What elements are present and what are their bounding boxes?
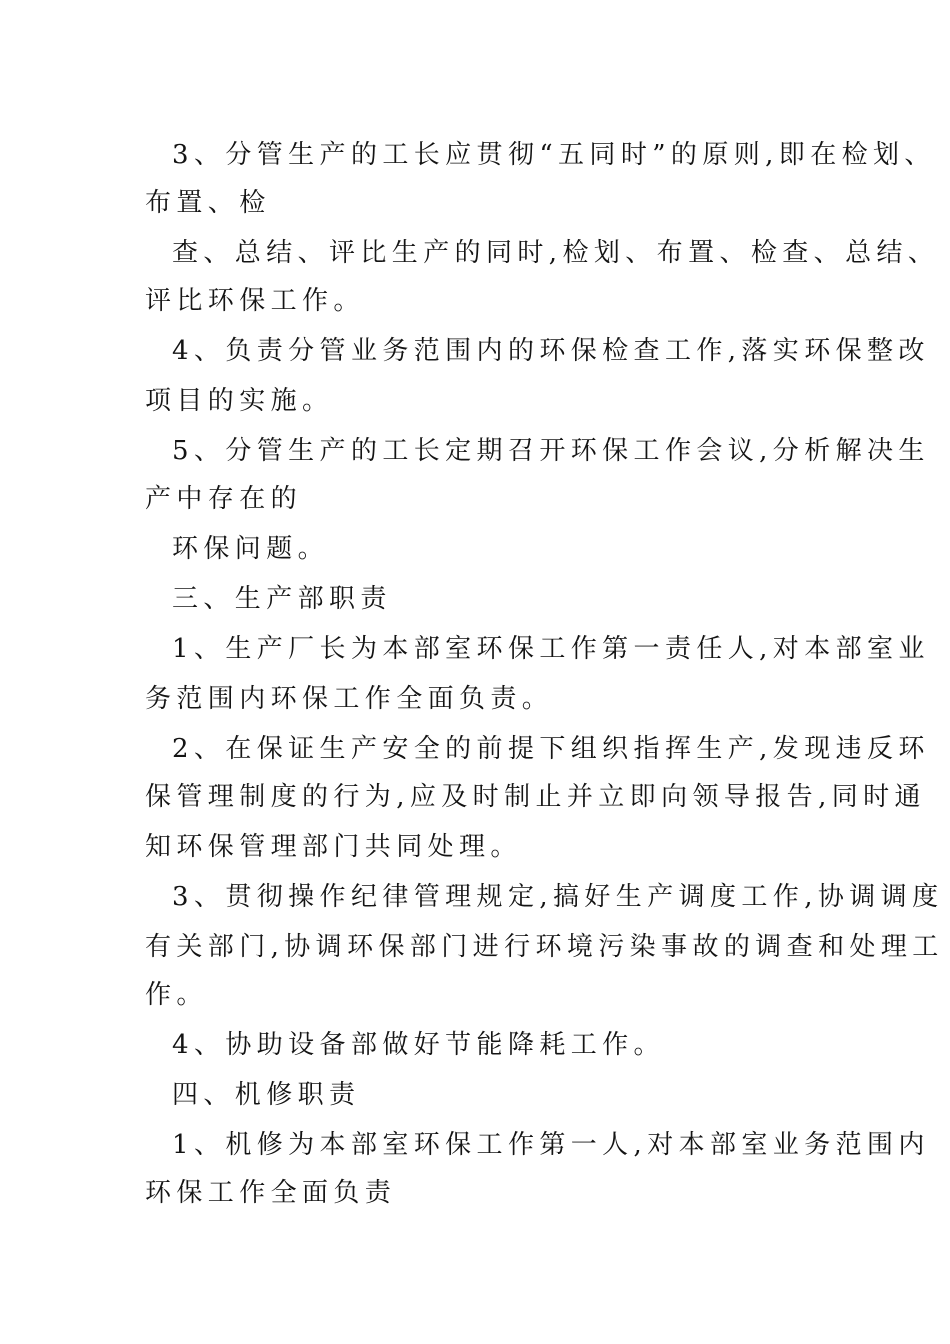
text-line: 保管理制度的行为,应及时制止并立即向领导报告,同时通 xyxy=(145,782,926,812)
section-heading: 四、机修职责 xyxy=(172,1080,361,1110)
text-line: 务范围内环保工作全面负责。 xyxy=(145,684,554,714)
text-line: 4、协助设备部做好节能降耗工作。 xyxy=(172,1030,665,1060)
text-line: 1、机修为本部室环保工作第一人,对本部室业务范围内 xyxy=(172,1130,930,1160)
text-line: 3、分管生产的工长应贯彻“五同时”的原则,即在检划、 xyxy=(172,140,936,170)
text-line: 4、负责分管业务范围内的环保检查工作,落实环保整改 xyxy=(172,336,930,366)
text-line: 5、分管生产的工长定期召开环保工作会议,分析解决生 xyxy=(172,436,930,466)
text-line: 产中存在的 xyxy=(145,484,303,514)
text-line: 3、贯彻操作纪律管理规定,搞好生产调度工作,协调调度 xyxy=(172,882,944,912)
text-line: 项目的实施。 xyxy=(145,386,334,416)
text-line: 环保问题。 xyxy=(172,534,330,564)
text-line: 知环保管理部门共同处理。 xyxy=(145,832,522,862)
text-line: 1、生产厂长为本部室环保工作第一责任人,对本部室业 xyxy=(172,634,930,664)
text-line: 2、在保证生产安全的前提下组织指挥生产,发现违反环 xyxy=(172,734,930,764)
text-line: 环保工作全面负责 xyxy=(145,1178,397,1208)
text-line: 评比环保工作。 xyxy=(145,286,365,316)
section-heading: 三、生产部职责 xyxy=(172,584,392,614)
text-line: 查、总结、评比生产的同时,检划、布置、检查、总结、 xyxy=(172,238,940,268)
text-line: 布置、检 xyxy=(145,188,271,218)
text-line: 有关部门,协调环保部门进行环境污染事故的调查和处理工 xyxy=(145,932,944,962)
text-line: 作。 xyxy=(145,980,208,1010)
